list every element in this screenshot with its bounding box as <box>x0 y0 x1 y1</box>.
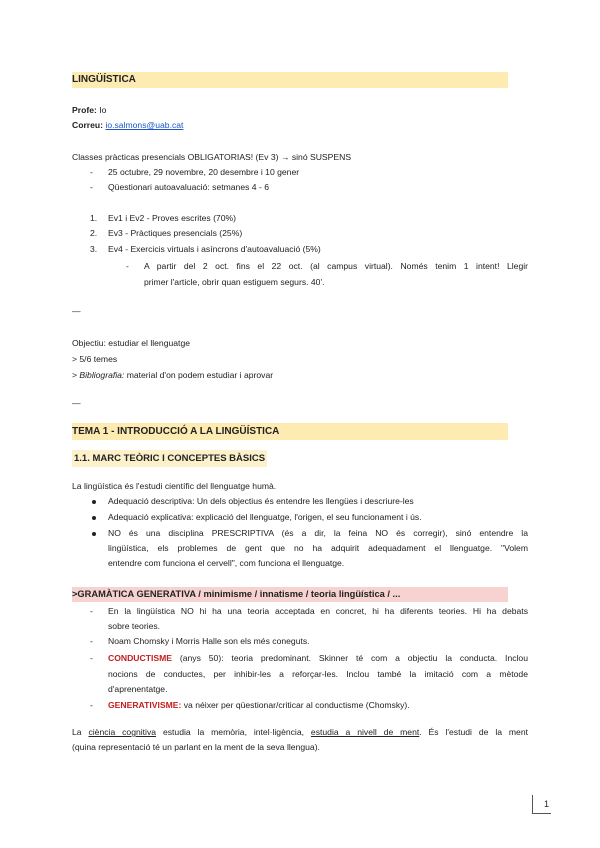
conductisme-line1 <box>108 653 528 665</box>
ciencia-cognitiva-line2: (quina representació té un parlant en la ment de la seva llengua). <box>72 742 320 752</box>
bullet-prescriptiva-line1: NO és una disciplina PRESCRIPTIVA (és a dir, la feina NO és corregir), sinó entendre la <box>108 528 528 538</box>
campus-note-line1: A partir del 2 oct. fins el 22 oct. (al campus virtual). Només tenim 1 intent! Llegir <box>144 261 528 271</box>
bullet-dot <box>92 532 96 536</box>
teories-line2: sobre teories. <box>108 621 161 631</box>
ciencia-cognitiva-term: ciència cognitiva <box>88 727 157 737</box>
conductisme-term: CONDUCTISME <box>108 653 172 663</box>
campus-note-line2: primer l'article, obrir quan estiguem segurs. 40'. <box>144 277 325 287</box>
bibliografia-prefix: > <box>72 370 80 380</box>
bibliografia-text: material d'on podem estudiar i aprovar <box>124 370 274 380</box>
generativisme-text: va néixer per qüestionar/criticar al conductisme (Chomsky). <box>181 700 410 710</box>
gramatica-heading-text: >GRAMÀTICA GENERATIVA / minimisme / innatisme / teoria lingüística / ... <box>72 589 401 599</box>
definition-text: La lingüística és l'estudi científic del llenguatge humà. <box>72 481 277 491</box>
profe-label: Profe: <box>72 105 97 115</box>
dates-item: 25 octubre, 29 novembre, 20 desembre i 10 gener <box>108 167 300 177</box>
bullet-dot <box>92 516 96 520</box>
ciencia-p2: estudia la memòria, intel·ligència, <box>156 727 311 737</box>
bullet-prescriptiva-line2: lingüística, els problemes de gent que no ha adquirit adequadament el llenguatge. "Volem <box>108 543 528 553</box>
dash-marker: - <box>90 182 93 192</box>
profe-value: Io <box>99 105 107 115</box>
page-number: 1 <box>532 795 551 814</box>
title-text: LINGÜÍSTICA <box>72 74 136 85</box>
bullet-explicativa: Adequació explicativa: explicació del llenguatge, l'origen, el seu funcionament i ús. <box>108 512 422 522</box>
dash-marker: - <box>90 653 93 663</box>
list-num: 3. <box>90 244 98 254</box>
conductisme-text: (anys 50): teoria predominant. Skinner té com a objectiu la conducta. Inclou <box>171 653 528 663</box>
nivell-ment-term: estudia a nivell de ment <box>310 727 420 737</box>
eval-item-3: Ev4 - Exercicis virtuals i asíncrons d'autoavaluació (5%) <box>108 244 321 254</box>
list-num: 2. <box>90 228 98 238</box>
chomsky-line: Noam Chomsky i Morris Halle son els més coneguts. <box>108 636 310 646</box>
ciencia-p3: . És l'estudi de la ment <box>419 727 529 737</box>
bibliografia-label: Bibliografia: <box>79 370 125 380</box>
separator-dash: — <box>72 398 81 408</box>
eval-item-2: Ev3 - Pràctiques presencials (25%) <box>108 228 243 238</box>
generativisme-line <box>108 700 410 712</box>
objectiu-line: Objectiu: estudiar el llenguatge <box>72 338 191 348</box>
email-link[interactable]: io.salmons@uab.cat <box>105 120 184 130</box>
dash-marker: - <box>90 700 93 710</box>
dash-marker: - <box>126 261 129 271</box>
profe-line <box>72 105 106 117</box>
questionari-item: Qüestionari autoavaluació: setmanes 4 - 6 <box>108 182 269 192</box>
ciencia-p1: La <box>72 727 89 737</box>
list-num: 1. <box>90 213 98 223</box>
bibliografia-line <box>72 370 273 382</box>
conductisme-line2: nocions de conductes, per inhibir-les a reforçar-les. Inclou també la imitació com a mètode <box>108 669 528 679</box>
bullet-dot <box>92 500 96 504</box>
teories-line1: En la lingüística NO hi ha una teoria acceptada en concret, hi ha diferents teories. Hi ha debats <box>108 606 528 616</box>
separator-dash: — <box>72 306 81 316</box>
subsection-heading: 1.1. MARC TEÒRIC I CONCEPTES BÀSICS <box>72 450 267 467</box>
gramatica-generativa-heading <box>72 587 508 602</box>
eval-item-1: Ev1 i Ev2 - Proves escrites (70%) <box>108 213 236 223</box>
correu-label: Correu: <box>72 120 104 130</box>
generativisme-term: GENERATIVISME: <box>108 700 182 710</box>
bullet-prescriptiva-line3: entendre com funciona el cervell", com funciona el llenguatge. <box>108 558 345 568</box>
ciencia-cognitiva-line1 <box>72 727 528 739</box>
section-title-linguistica <box>72 72 508 88</box>
conductisme-line3: d'aprenentatge. <box>108 684 168 694</box>
temes-line: > 5/6 temes <box>72 354 118 364</box>
dash-marker: - <box>90 636 93 646</box>
tema-1-heading <box>72 423 508 440</box>
dash-marker: - <box>90 167 93 177</box>
correu-line <box>72 120 183 132</box>
dash-marker: - <box>90 606 93 616</box>
bullet-descriptiva: Adequació descriptiva: Un dels objectius és entendre les llengües i descriure-les <box>108 496 414 506</box>
tema-1-title: TEMA 1 - INTRODUCCIÓ A LA LINGÜÍSTICA <box>72 426 280 437</box>
classes-intro: Classes pràcticas presencials OBLIGATORIAS! (Ev 3) → sinó SUSPENS <box>72 152 352 162</box>
